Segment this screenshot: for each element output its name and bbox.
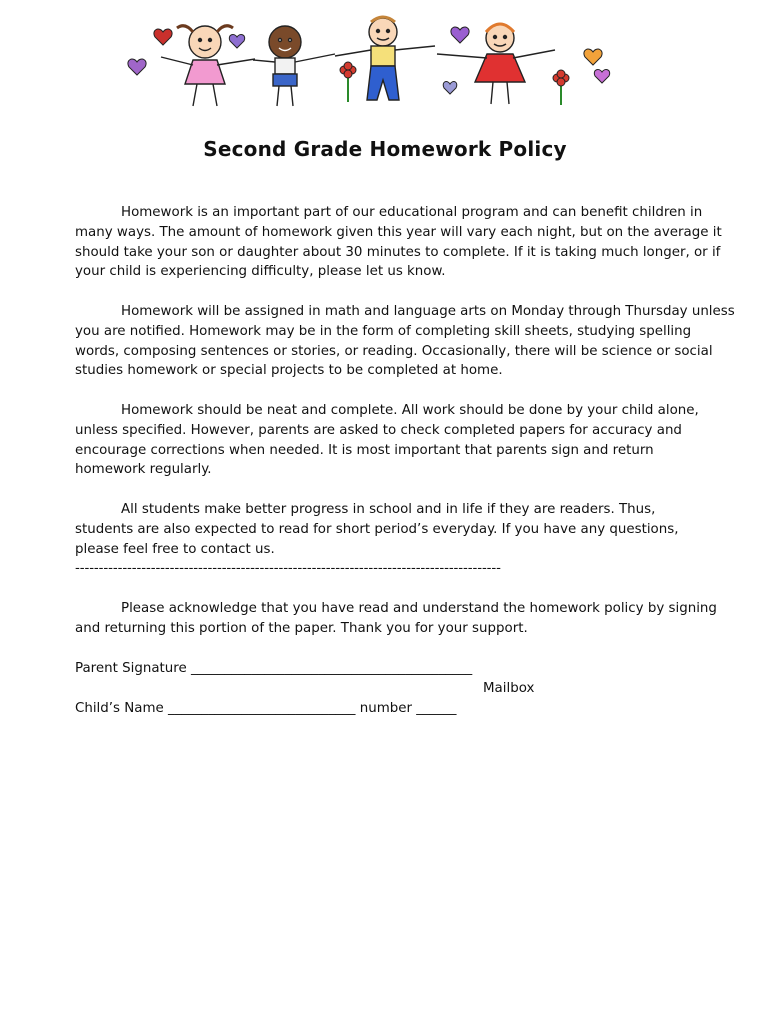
paragraph-homework-importance [75, 203, 722, 282]
paragraph-line: you are notified. Homework may be in the form of completing skill sheets, studying spelling [75, 323, 692, 339]
paragraph-line: your child is experiencing difficulty, please let us know. [75, 264, 446, 280]
flower-icon [553, 70, 569, 105]
paragraph-assignment-schedule [75, 302, 735, 381]
paragraph-neatness [75, 401, 715, 480]
paragraph-line: students are also expected to read for short period’s everyday. If you have any questions, [75, 521, 679, 537]
paragraph-line: should take your son or daughter about 30 minutes to complete. If it is taking much longer, or if [75, 244, 721, 260]
heart-icon [451, 27, 469, 43]
page-title: Second Grade Homework Policy [203, 137, 567, 161]
paragraph-line: Homework is an important part of our educational program and can benefit children in [121, 205, 703, 220]
paragraph-line: studies homework or special projects to be completed at home. [75, 363, 503, 379]
child-drawing-3 [335, 17, 435, 100]
heart-icon [594, 69, 609, 83]
paragraph-line: many ways. The amount of homework given this year will vary each night, but on the average it [75, 224, 722, 240]
childs-name-line[interactable]: ____________________________ [168, 701, 356, 716]
paragraph-acknowledge [75, 599, 715, 639]
heart-icon [584, 49, 602, 65]
paragraph-reading [75, 500, 715, 559]
paragraph-line: homework regularly. [75, 462, 212, 478]
heart-icon [443, 81, 457, 94]
paragraph-line: please feel free to contact us. [75, 541, 275, 557]
parent-signature-label: Parent Signature [75, 661, 191, 676]
heart-icon [154, 29, 172, 45]
flower-icon [340, 62, 356, 102]
paragraph-line: Homework should be neat and complete. All work should be done by your child alone, [121, 403, 699, 418]
heart-icon [128, 59, 146, 75]
paragraph-line: Please acknowledge that you have read and understand the homework policy by signing [121, 601, 717, 616]
heart-icon [229, 34, 244, 48]
childs-name-row [75, 699, 456, 719]
parent-signature-line[interactable]: __________________________________________ [190, 661, 473, 676]
paragraph-line: unless specified. However, parents are asked to check completed papers for accuracy and [75, 422, 682, 438]
paragraph-line: and returning this portion of the paper. Thank you for your support. [75, 620, 528, 636]
parent-signature-row [75, 659, 472, 679]
paragraph-line: words, composing sentences or stories, or reading. Occasionally, there will be science or social [75, 343, 713, 359]
mailbox-number-label: number [355, 701, 417, 716]
mailbox-label: Mailbox [483, 681, 535, 696]
paragraph-line: All students make better progress in school and in life if they are readers. Thus, [121, 502, 656, 517]
child-drawing-2 [253, 26, 335, 106]
paragraph-line: Homework will be assigned in math and language arts on Monday through Thursday unless [121, 304, 735, 319]
kids-banner-illustration [115, 10, 625, 110]
tear-off-divider: ------------------------------------------------------------------------------------------ [75, 561, 501, 576]
paragraph-line: encourage corrections when needed. It is most important that parents sign and return [75, 442, 654, 458]
mailbox-number-line[interactable]: ______ [416, 701, 457, 716]
childs-name-label: Child’s Name [75, 701, 169, 716]
